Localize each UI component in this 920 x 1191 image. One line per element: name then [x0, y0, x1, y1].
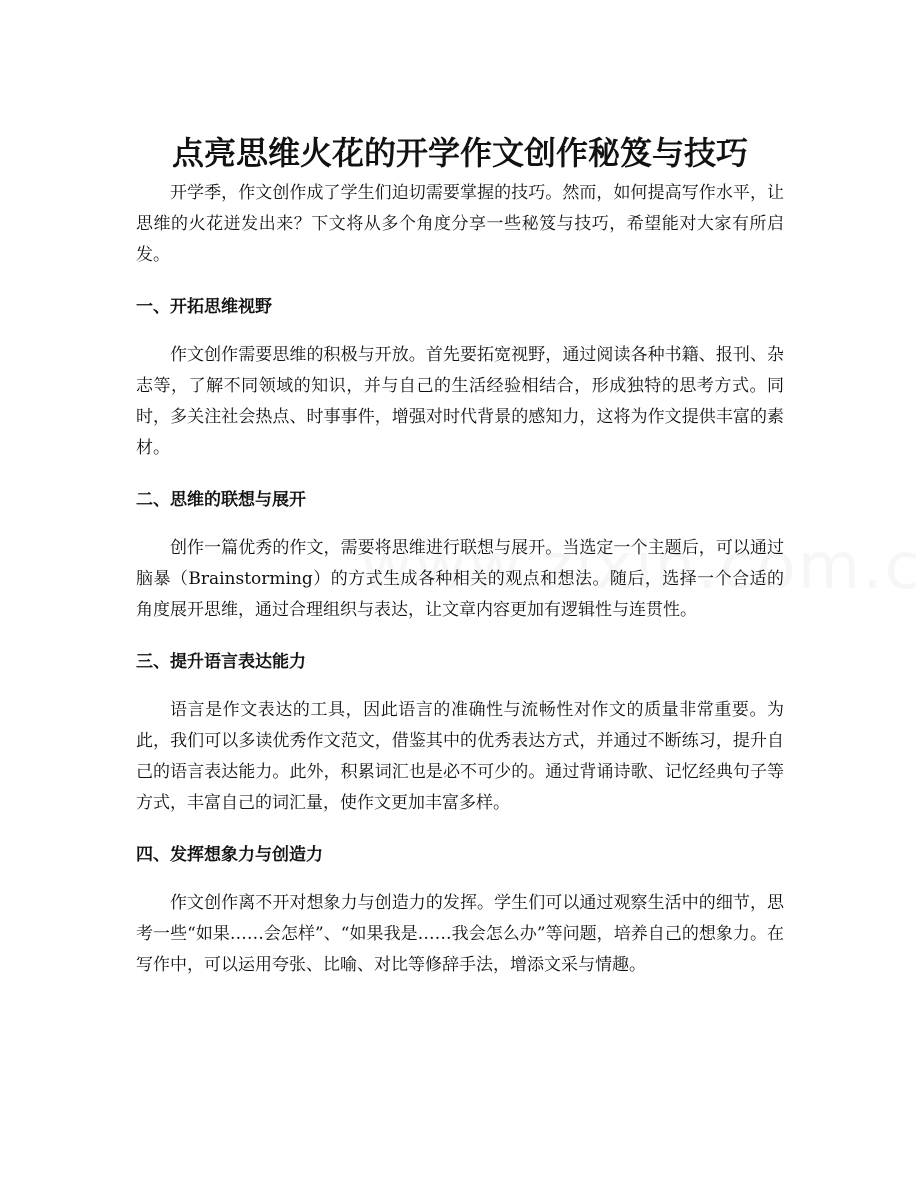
document-body — [136, 178, 784, 981]
page-title: 点亮思维火花的开学作文创作秘笈与技巧 — [171, 134, 748, 173]
section-heading-1: 一、开拓思维视野 — [136, 297, 272, 317]
section-paragraph-3: 语言是作文表达的工具，因此语言的准确性与流畅性对作文的质量非常重要。为此，我们可以多读优秀作文范文，借鉴其中的优秀表达方式，并通过不断练习，提升自己的语言表达能力。此外，积累词汇也是必不可少的。通过背诵诗歌、记忆经典句子等方式，丰富自己的词汇量，使作文更加丰富多样。 — [136, 700, 784, 813]
section-paragraph-1: 作文创作需要思维的积极与开放。首先要拓宽视野，通过阅读各种书籍、报刊、杂志等，了解不同领域的知识，并与自己的生活经验相结合，形成独特的思考方式。同时，多关注社会热点、时事事件，增强对时代背景的感知力，这将为作文提供丰富的素材。 — [136, 345, 784, 458]
section-heading-2: 二、思维的联想与展开 — [136, 490, 306, 510]
section-heading-3: 三、提升语言表达能力 — [136, 652, 306, 672]
section-heading-4: 四、发挥想象力与创造力 — [136, 845, 323, 865]
section-paragraph-4: 作文创作离不开对想象力与创造力的发挥。学生们可以通过观察生活中的细节，思考一些“如果……会怎样”、“如果我是……我会怎么办”等问题，培养自己的想象力。在写作中，可以运用夸张、比喻、对比等修辞手法，增添文采与情趣。 — [136, 893, 784, 975]
intro-paragraph: 开学季，作文创作成了学生们迫切需要掌握的技巧。然而，如何提高写作水平，让思维的火花迸发出来？下文将从多个角度分享一些秘笈与技巧，希望能对大家有所启发。 — [136, 183, 784, 265]
section-paragraph-2: 创作一篇优秀的作文，需要将思维进行联想与展开。当选定一个主题后，可以通过脑暴（Brainstorming）的方式生成各种相关的观点和想法。随后，选择一个合适的角度展开思维，通过合理组织与表达，让文章内容更加有逻辑性与连贯性。 — [136, 538, 784, 620]
